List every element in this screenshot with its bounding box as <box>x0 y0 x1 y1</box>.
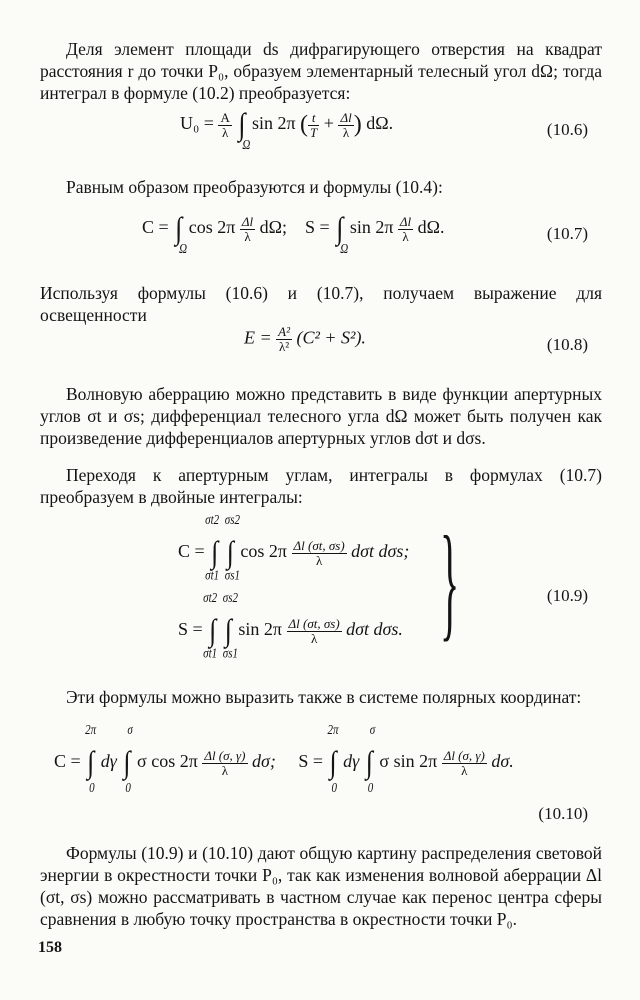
eq108-den: λ² <box>278 339 290 354</box>
eq1010-s-dgamma: dγ <box>343 751 360 772</box>
paragraph-polar-coords: Эти формулы можно выразить также в системе полярных координат: <box>66 687 582 707</box>
eq109-s-up1: σt2 <box>203 591 218 606</box>
eq106-tail: dΩ. <box>366 113 394 134</box>
equation-10-7: C = ∫ Ω cos 2π $\frac{\Delta l}{\lambda}$ dΩ; S = ∫ Ω sin 2π $\frac{\Delta l}{\lambda}$ dΩ. (10.7) <box>142 211 588 257</box>
eq107-s-body: sin 2π <box>349 217 394 238</box>
eq106-lambda: λ <box>342 124 350 140</box>
eq1010-s-lo1: 0 <box>331 781 338 796</box>
eq106-body: sin 2π <box>251 113 296 134</box>
eq107-c-tail: dΩ; <box>259 217 288 238</box>
paragraph-intro: Деля элемент площади ds дифрагирующего отверстия на квадрат расстояния r до точки P₀, образуем элементарный телесный угол dΩ; тогда интеграл в формуле (10.2) преобразуется: <box>40 39 602 103</box>
eq109-c-body: cos 2π <box>240 541 288 562</box>
eq106-dl: Δl <box>340 109 352 125</box>
eq106-number: (10.6) <box>546 120 588 139</box>
equation-10-6: U₀ = $\frac{A}{\lambda}$ ∫ Ω sin 2π ( $\frac{t}{T}$ + $\frac{\Delta l}{\lambda}$ ) dΩ. (10.6) <box>180 107 588 153</box>
eq1010-s-tail: dσ. <box>491 751 514 772</box>
eq107-c-body: cos 2π <box>188 217 236 238</box>
eq1010-s-up1: 2π <box>327 723 339 738</box>
right-brace: } <box>440 509 460 654</box>
eq106-t: t <box>308 111 319 126</box>
eq109-c-dl: Δl (σt, σs) <box>293 537 345 553</box>
eq109-s-lhs: S = <box>178 619 203 640</box>
eq109-c-lhs: C = <box>178 541 205 562</box>
eq107-s-dl: Δl <box>399 213 412 229</box>
eq107-s-tail: dΩ. <box>417 217 445 238</box>
eq1010-c-tail: dσ; <box>252 751 276 772</box>
equation-10-8 <box>0 325 640 365</box>
eq1010-c-lhs: C = <box>54 751 81 772</box>
eq107-s-lambda: λ <box>402 228 409 244</box>
eq106-limit: Ω <box>242 138 251 153</box>
eq1010-c-body: σ cos 2π <box>137 751 198 772</box>
eq1010-c-lo2: 0 <box>125 781 131 796</box>
eq1010-number: (10.10) <box>538 804 588 823</box>
eq109-c-lambda: λ <box>315 552 323 568</box>
equation-10-9: C = ∫ σt2 σt1 ∫ σs2 σs1 cos 2π $\frac{\Delta l (\sigma t, \sigma s)}{\lambda}$ dσt dσs; S = ∫ σt2 σt1 ∫ σs2 σs1 sin 2π $\frac{\Delta l (\sigma t, \sigma s)}{\lambda}$ dσt dσs. } (10.9) <box>0 518 640 668</box>
eq109-s-lo2: σs1 <box>222 646 239 661</box>
eq109-c-lo1: σt1 <box>205 568 220 583</box>
eq1010-c-dgamma: dγ <box>100 751 117 772</box>
eq109-c-tail: dσt dσs; <box>351 541 410 562</box>
eq109-c-lo2: σs1 <box>224 568 241 583</box>
eq107-c-dl: Δl <box>241 213 254 229</box>
eq1010-s-lambda: λ <box>461 762 468 778</box>
eq1010-c-lambda: λ <box>221 762 229 778</box>
eq109-c-up1: σt2 <box>205 513 220 528</box>
eq109-s-lambda: λ <box>310 630 318 646</box>
eq108-number: (10.8) <box>546 335 588 354</box>
page-number: 158 <box>38 939 62 956</box>
paragraph-aperture-angles: Переходя к апертурным углам, интегралы в формулах (10.7) преобразуем в двойные интегралы: <box>40 465 602 507</box>
eq108-num: A² <box>278 324 290 339</box>
eq109-s-tail: dσt dσs. <box>346 619 403 640</box>
eq108-tail: (C² + S²). <box>296 327 366 348</box>
eq1010-c-lo1: 0 <box>89 781 95 796</box>
paragraph-formulas-10-4: Равным образом преобразуются и формулы (10.4): <box>66 177 443 197</box>
eq109-s-dl: Δl (σt, σs) <box>288 615 340 631</box>
eq106-lhs: U₀ = <box>180 113 214 134</box>
paragraph-conclusion: Формулы (10.9) и (10.10) дают общую картину распределения световой энергии в окрестности точки P₀, так как изменения волновой аберрации Δl (σt, σs) можно рассматривать в частном случае как перенос центра сферы сравнения в любую точку пространства в окрестности точки P₀. <box>40 843 602 929</box>
eq107-s-lhs: S = <box>305 217 330 238</box>
eq1010-s-up2: σ <box>369 723 376 738</box>
eq108-lhs: E = <box>244 327 272 348</box>
equation-10-10: C = ∫ 2π 0 dγ ∫ σ 0 σ cos 2π $\frac{\Delta l (\sigma, \gamma)}{\lambda}$ dσ; S = ∫ 2π 0 dγ ∫ σ 0 σ sin 2π $\frac{\Delta l (\sigma, \gamma)}{\lambda}$ dσ. (10.10) <box>54 723 588 823</box>
eq106-frac-den: λ <box>221 124 229 140</box>
eq1010-c-dl: Δl (σ, γ) <box>204 747 246 763</box>
eq109-number: (10.9) <box>546 586 588 605</box>
eq1010-c-up1: 2π <box>85 723 97 738</box>
eq109-c-up2: σs2 <box>224 513 241 528</box>
paragraph-wave-aberration: Волновую аберрацию можно представить в виде функции апертурных углов σt и σs; дифференциал телесного угла dΩ может быть получен как произведение дифференциалов апертурных углов dσt и dσs. <box>40 384 602 448</box>
eq107-c-lambda: λ <box>244 228 251 244</box>
eq109-s-up2: σs2 <box>222 591 239 606</box>
eq1010-s-lhs: S = <box>298 751 324 772</box>
eq107-c-lhs: C = <box>142 217 169 238</box>
eq106-T: T <box>310 124 318 140</box>
eq107-number: (10.7) <box>546 224 588 243</box>
eq1010-s-dl: Δl (σ, γ) <box>443 747 485 763</box>
eq1010-s-body: σ sin 2π <box>379 751 438 772</box>
paragraph-illumination: Используя формулы (10.6) и (10.7), получаем выражение для освещенности <box>40 283 602 325</box>
eq107-c-limit: Ω <box>179 242 188 257</box>
eq109-s-lo1: σt1 <box>203 646 218 661</box>
eq109-s-body: sin 2π <box>238 619 283 640</box>
eq106-frac-num: A <box>220 109 230 125</box>
eq1010-s-lo2: 0 <box>367 781 374 796</box>
eq107-s-limit: Ω <box>340 242 349 257</box>
eq1010-c-up2: σ <box>127 723 133 738</box>
